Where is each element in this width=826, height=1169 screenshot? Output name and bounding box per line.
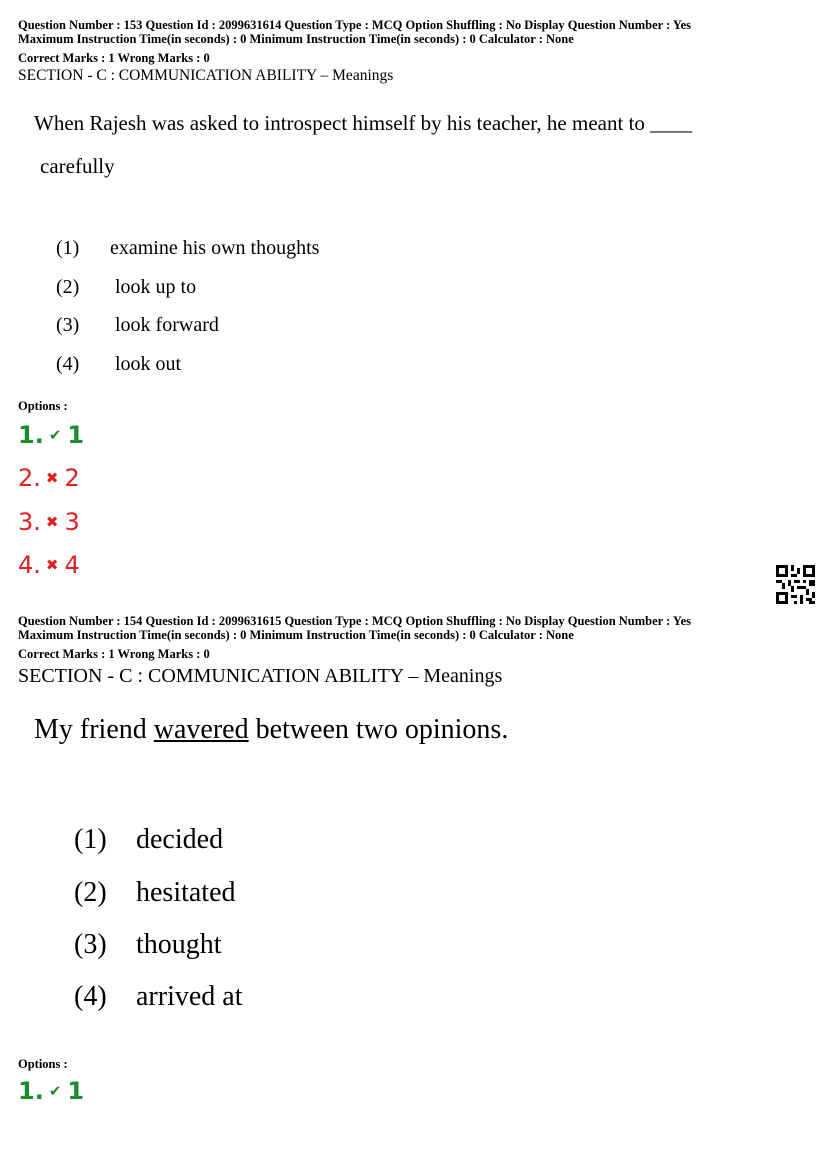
choice-number: (4) (56, 353, 80, 375)
q153-meta-line2: Maximum Instruction Time(in seconds) : 0 Minimum Instruction Time(in seconds) : 0 Calculator : None (18, 32, 574, 46)
q153-answer-4 (18, 551, 80, 579)
q154-choice-4 (74, 981, 243, 1013)
question-text-before: My friend (34, 714, 154, 745)
q154-options-label: Options : (18, 1057, 68, 1071)
q153-choice-4 (56, 353, 181, 376)
question-underlined-word: wavered (153, 714, 249, 745)
cross-icon: ✖ (45, 556, 59, 574)
q154-meta-line2: Maximum Instruction Time(in seconds) : 0 Minimum Instruction Time(in seconds) : 0 Calculator : None (18, 628, 574, 642)
choice-text: look out (115, 353, 182, 375)
choice-number: (2) (74, 877, 107, 908)
q154-choice-3 (74, 929, 222, 961)
q153-answer-2 (18, 464, 80, 492)
q153-choice-2 (56, 276, 196, 299)
cross-icon: ✖ (45, 469, 59, 487)
choice-number: (3) (56, 314, 80, 336)
q153-meta-line1: Question Number : 153 Question Id : 2099631614 Question Type : MCQ Option Shuffling : No Display Question Number : Yes (18, 18, 691, 32)
q154-marks: Correct Marks : 1 Wrong Marks : 0 (18, 647, 210, 661)
q153-choice-3 (56, 314, 219, 337)
answer-value: 2 (64, 464, 80, 492)
answer-value: 3 (64, 508, 80, 536)
answer-number: 2. (18, 464, 41, 492)
answer-value: 1 (67, 421, 85, 449)
q153-section-title: SECTION - C : COMMUNICATION ABILITY – Meanings (18, 67, 394, 84)
q153-question-line1: When Rajesh was asked to introspect himself by his teacher, he meant to ____ (34, 111, 693, 135)
answer-number: 1. (18, 421, 44, 449)
choice-number: (1) (56, 237, 80, 259)
q154-choice-1 (74, 824, 223, 856)
q153-choice-1 (56, 237, 319, 260)
choice-number: (2) (56, 276, 80, 298)
q154-section-title: SECTION - C : COMMUNICATION ABILITY – Meanings (18, 665, 503, 687)
answer-number: 1. (18, 1077, 44, 1105)
q154-question (34, 714, 508, 746)
q153-options-label: Options : (18, 399, 68, 413)
check-icon: ✔ (48, 1082, 62, 1100)
q154-choice-2 (74, 877, 236, 909)
choice-text: arrived at (136, 981, 243, 1012)
q153-answer-3 (18, 508, 80, 536)
q154-answer-1 (18, 1077, 84, 1105)
choice-text: look up to (115, 276, 197, 298)
q154-meta-line1: Question Number : 154 Question Id : 2099631615 Question Type : MCQ Option Shuffling : No Display Question Number : Yes (18, 614, 691, 628)
qr-code-icon (776, 565, 815, 604)
choice-number: (4) (74, 981, 107, 1012)
answer-value: 1 (67, 1077, 85, 1105)
q153-answer-1 (18, 421, 84, 449)
choice-text: thought (136, 929, 222, 960)
answer-value: 4 (64, 551, 80, 579)
choice-number: (1) (74, 824, 107, 855)
choice-text: hesitated (136, 877, 236, 908)
choice-text: decided (136, 824, 224, 855)
answer-number: 3. (18, 508, 41, 536)
choice-text: examine his own thoughts (110, 237, 320, 259)
cross-icon: ✖ (45, 513, 59, 531)
choice-number: (3) (74, 929, 107, 960)
q153-question-line2: carefully (40, 154, 115, 178)
choice-text: look forward (115, 314, 219, 336)
q153-marks: Correct Marks : 1 Wrong Marks : 0 (18, 51, 210, 65)
question-text-after: between two opinions. (248, 714, 509, 745)
check-icon: ✔ (48, 426, 62, 444)
answer-number: 4. (18, 551, 41, 579)
